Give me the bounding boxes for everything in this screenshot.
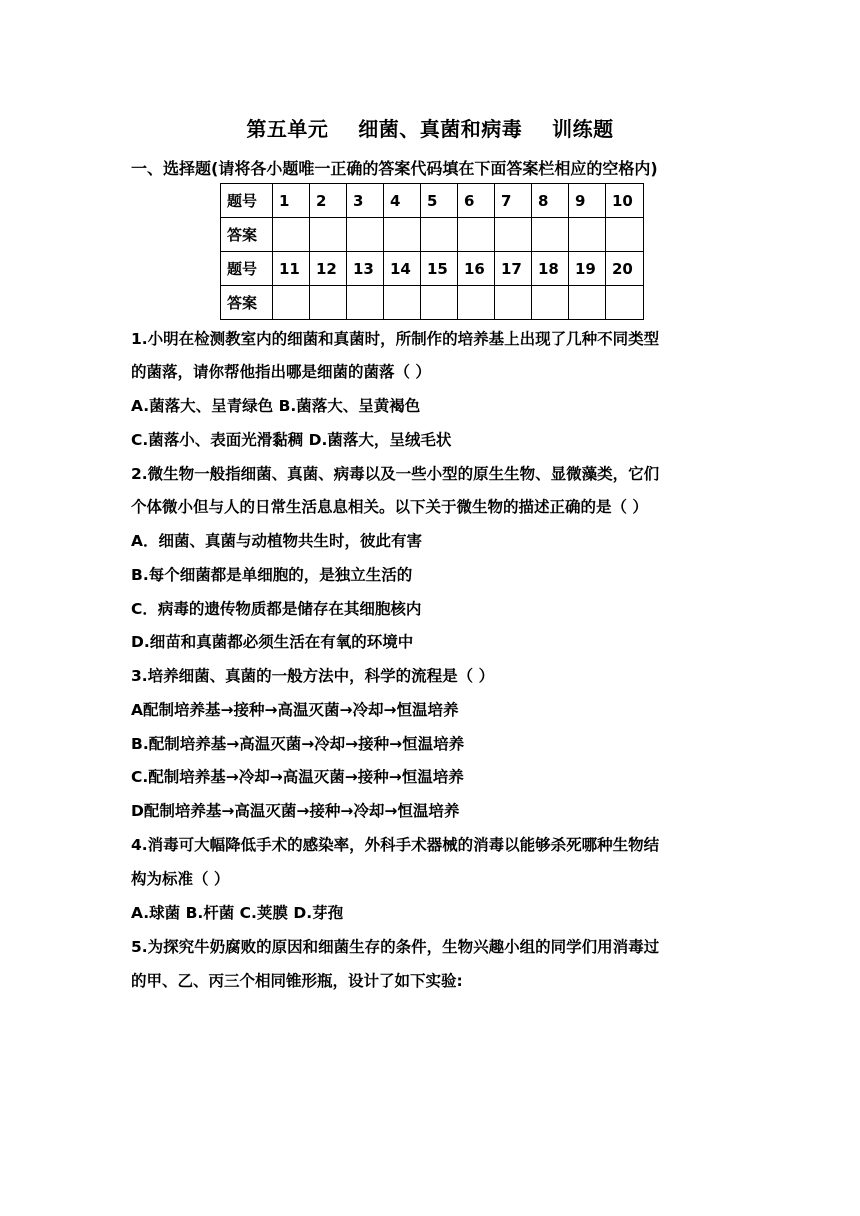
answer-cell[interactable] <box>310 286 347 320</box>
page-title: 第五单元 细菌、真菌和病毒 训练题 <box>246 117 614 141</box>
table-row <box>221 286 644 320</box>
q4-stem-line2: 构为标准（ ） <box>131 870 230 888</box>
table-row <box>221 252 644 286</box>
q3-option-b: B.配制培养基→高温灭菌→冷却→接种→恒温培养 <box>131 735 465 753</box>
question-number-cell: 2 <box>310 184 347 218</box>
answer-cell[interactable] <box>458 286 495 320</box>
q5-stem-line2: 的甲、乙、丙三个相同锥形瓶，设计了如下实验: <box>131 972 463 990</box>
row-label-answer: 答案 <box>221 218 273 252</box>
row-label-number: 题号 <box>221 184 273 218</box>
question-number-cell: 20 <box>606 252 644 286</box>
question-number-cell: 18 <box>532 252 569 286</box>
q3-option-c: C.配制培养基→冷却→高温灭菌→接种→恒温培养 <box>131 768 464 786</box>
q1-stem-line1: 1.小明在检测教室内的细菌和真菌时，所制作的培养基上出现了几种不同类型 <box>131 330 660 348</box>
question-number-cell: 19 <box>569 252 606 286</box>
answer-cell[interactable] <box>458 218 495 252</box>
question-number-cell: 5 <box>421 184 458 218</box>
question-number-cell: 17 <box>495 252 532 286</box>
q2-option-b: B.每个细菌都是单细胞的，是独立生活的 <box>131 566 413 584</box>
question-number-cell: 3 <box>347 184 384 218</box>
answer-cell[interactable] <box>347 286 384 320</box>
q3-option-d: D配制培养基→高温灭菌→接种→冷却→恒温培养 <box>131 802 460 820</box>
q1-options-line2: C.菌落小、表面光滑黏稠 D.菌落大，呈绒毛状 <box>131 431 452 449</box>
question-number-cell: 11 <box>273 252 310 286</box>
question-number-cell: 7 <box>495 184 532 218</box>
answer-cell[interactable] <box>569 286 606 320</box>
question-number-cell: 4 <box>384 184 421 218</box>
question-number-cell: 1 <box>273 184 310 218</box>
question-number-cell: 6 <box>458 184 495 218</box>
q1-options-line1: A.菌落大、呈青绿色 B.菌落大、呈黄褐色 <box>131 397 421 415</box>
answer-cell[interactable] <box>606 286 644 320</box>
answer-cell[interactable] <box>273 218 310 252</box>
q1-stem-line2: 的菌落，请你帮他指出哪是细菌的菌落（ ） <box>131 363 431 381</box>
question-number-cell: 14 <box>384 252 421 286</box>
q4-stem-line1: 4.消毒可大幅降低手术的感染率，外科手术器械的消毒以能够杀死哪种生物结 <box>131 836 660 854</box>
question-number-cell: 15 <box>421 252 458 286</box>
answer-cell[interactable] <box>347 218 384 252</box>
answer-cell[interactable] <box>532 286 569 320</box>
answer-cell[interactable] <box>384 218 421 252</box>
table-row <box>221 184 644 218</box>
question-number-cell: 8 <box>532 184 569 218</box>
row-label-number: 题号 <box>221 252 273 286</box>
answer-table <box>220 183 644 320</box>
answer-cell[interactable] <box>421 286 458 320</box>
answer-cell[interactable] <box>384 286 421 320</box>
question-number-cell: 9 <box>569 184 606 218</box>
q2-stem-line1: 2.微生物一般指细菌、真菌、病毒以及一些小型的原生生物、显微藻类，它们 <box>131 465 660 483</box>
answer-cell[interactable] <box>532 218 569 252</box>
question-number-cell: 16 <box>458 252 495 286</box>
q2-option-a: A．细菌、真菌与动植物共生时，彼此有害 <box>131 532 422 550</box>
q5-stem-line1: 5.为探究牛奶腐败的原因和细菌生存的条件，生物兴趣小组的同学们用消毒过 <box>131 938 660 956</box>
question-number-cell: 13 <box>347 252 384 286</box>
q4-options: A.球菌 B.杆菌 C.荚膜 D.芽孢 <box>131 904 344 922</box>
answer-cell[interactable] <box>495 286 532 320</box>
answer-cell[interactable] <box>495 218 532 252</box>
q2-option-d: D.细苗和真菌都必须生活在有氧的环境中 <box>131 633 414 651</box>
question-number-cell: 10 <box>606 184 644 218</box>
answer-cell[interactable] <box>569 218 606 252</box>
answer-cell[interactable] <box>310 218 347 252</box>
table-row <box>221 218 644 252</box>
q2-option-c: C．病毒的遗传物质都是储存在其细胞核内 <box>131 600 422 618</box>
section-heading-choice: 一、选择题(请将各小题唯一正确的答案代码填在下面答案栏相应的空格内) <box>131 159 658 178</box>
question-number-cell: 12 <box>310 252 347 286</box>
answer-cell[interactable] <box>606 218 644 252</box>
row-label-answer: 答案 <box>221 286 273 320</box>
q3-stem-line1: 3.培养细菌、真菌的一般方法中，科学的流程是（ ） <box>131 667 495 685</box>
q2-stem-line2: 个体微小但与人的日常生活息息相关。以下关于微生物的描述正确的是（ ） <box>131 498 648 516</box>
answer-cell[interactable] <box>273 286 310 320</box>
q3-option-a: A配制培养基→接种→高温灭菌→冷却→恒温培养 <box>131 701 459 719</box>
answer-cell[interactable] <box>421 218 458 252</box>
